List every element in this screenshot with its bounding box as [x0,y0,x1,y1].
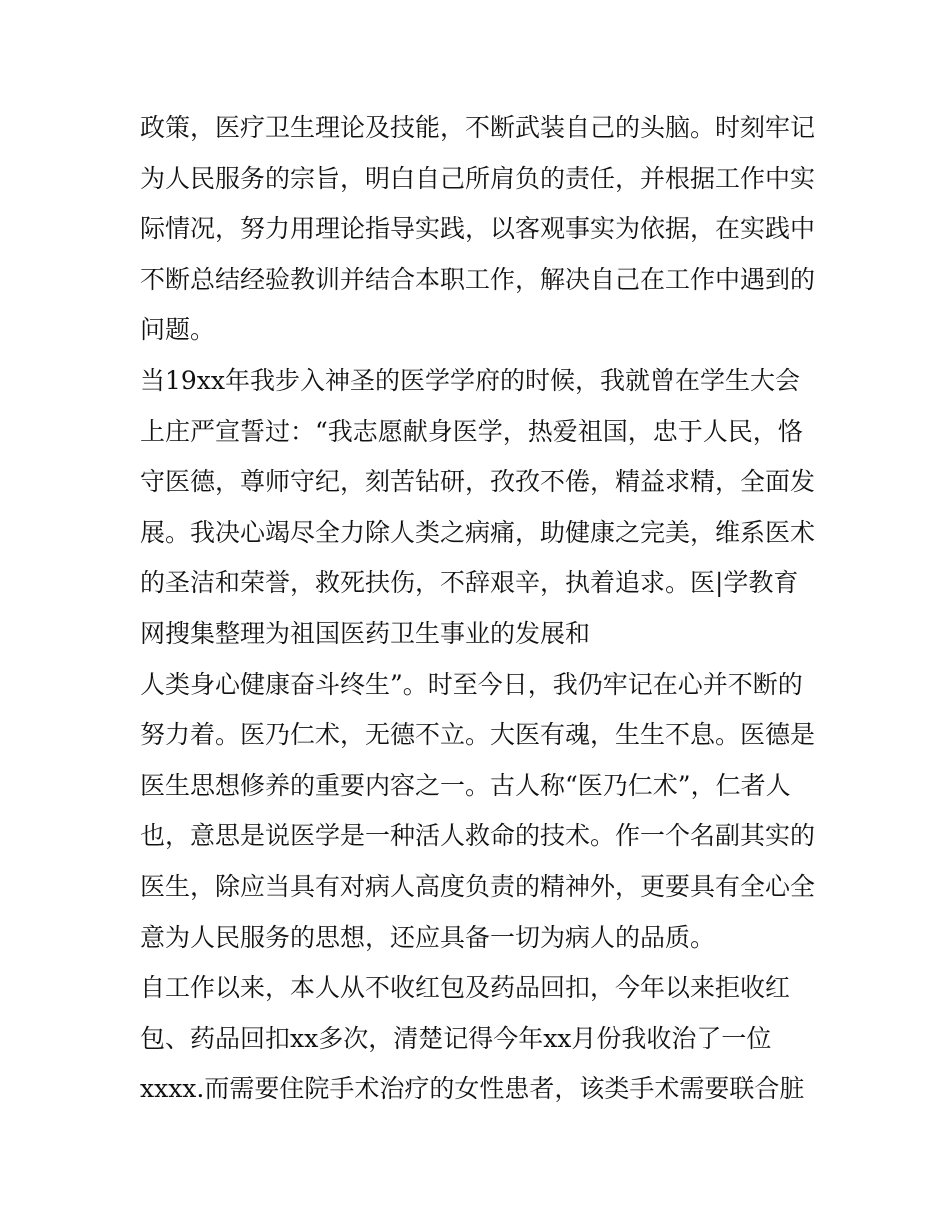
text-line: 问题。 [140,315,216,345]
text-line: xxxx.而需要住院手术治疗的女性患者，该类手术需要联合脏 [140,1074,805,1104]
text-line: 自工作以来，本人从不收红包及药品回扣，今年以来拒收红 [140,973,791,1003]
text-line: 意为人民服务的思想，还应具备一切为病人的品质。 [140,922,716,952]
text-line: 医生，除应当具有对病人高度负责的精神外，更要具有全心全 [140,871,816,901]
text-line: 为人民服务的宗旨，明白自己所肩负的责任，并根据工作中实 [140,163,816,193]
text-line: 守医德，尊师守纪，刻苦钻研，孜孜不倦，精益求精，全面发 [140,467,816,497]
text-line: 上庄严宣誓过：“我志愿献身医学，热爱祖国，忠于人民，恪 [140,416,803,446]
body-text [140,103,830,1115]
text-line: 努力着。医乃仁术，无德不立。大医有魂，生生不息。医德是 [140,720,816,750]
text-line: 展。我决心竭尽全力除人类之病痛，助健康之完美，维系医术 [140,517,816,547]
text-line: 网搜集整理为祖国医药卫生事业的发展和 [140,618,591,648]
text-line: 政策，医疗卫生理论及技能，不断武装自己的头脑。时刻牢记 [140,113,816,142]
text-line: 际情况，努力用理论指导实践，以客观事实为依据，在实践中 [140,214,816,244]
text-line: 也，意思是说医学是一种活人救命的技术。作一个名副其实的 [140,821,816,851]
text-line: 的圣洁和荣誉，救死扶伤，不辞艰辛，执着追求。医|学教育 [140,568,799,598]
text-line: 医生思想修养的重要内容之一。古人称“医乃仁术”，仁者人 [140,770,791,800]
text-line: 人类身心健康奋斗终生”。时至今日，我仍牢记在心并不断的 [140,669,803,699]
text-line: 当19xx年我步入神圣的医学学府的时候，我就曾在学生大会 [140,365,801,395]
text-line: 包、药品回扣xx多次，清楚记得今年xx月份我收治了一位 [140,1023,772,1053]
text-line: 不断总结经验教训并结合本职工作，解决自己在工作中遇到的 [140,264,816,294]
